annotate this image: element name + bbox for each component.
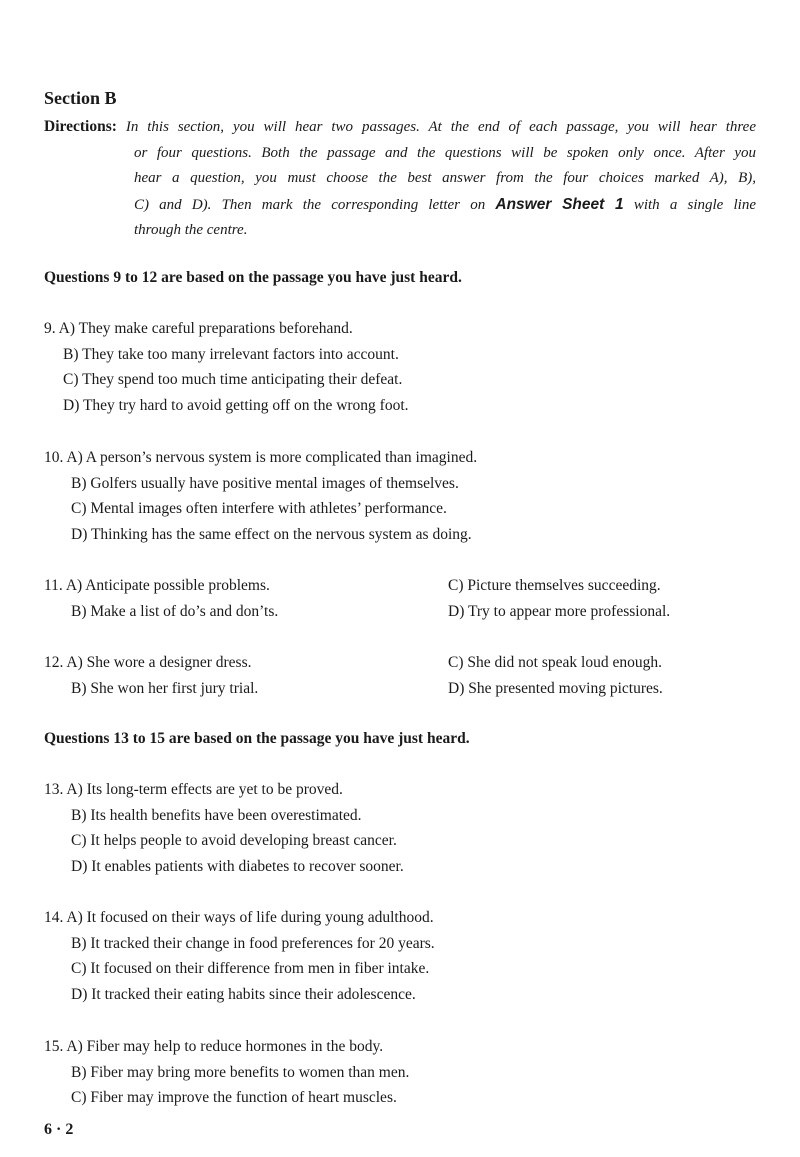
question-10 (44, 445, 756, 547)
directions-line-2: or four questions. Both the passage and the questions will be spoken only once. After you (134, 144, 756, 161)
question-15-option-c: C) Fiber may improve the function of heart muscles. (71, 1089, 397, 1106)
question-13-option-b: B) Its health benefits have been overestimated. (71, 806, 362, 824)
question-12-option-a: 12. A) She wore a designer dress. (44, 650, 252, 676)
question-11-option-a: 11. A) Anticipate possible problems. (44, 573, 270, 599)
group-heading-1: Questions 9 to 12 are based on the passage you have just heard. (44, 269, 462, 286)
question-12-option-b: B) She won her first jury trial. (71, 679, 259, 697)
question-14-option-c: C) It focused on their difference from men in fiber intake. (71, 960, 430, 977)
group-heading-2: Questions 13 to 15 are based on the passage you have just heard. (44, 730, 470, 747)
section-title: Section B (44, 88, 117, 108)
question-number: 12. (44, 654, 64, 671)
question-11 (44, 573, 756, 624)
question-12-option-d: D) She presented moving pictures. (448, 679, 663, 697)
directions (44, 114, 756, 244)
question-15-option-b: B) Fiber may bring more benefits to women than men. (71, 1063, 410, 1081)
question-11-option-b: B) Make a list of do’s and don’ts. (71, 602, 279, 620)
question-11-option-d: D) Try to appear more professional. (448, 602, 671, 620)
question-10-option-b: B) Golfers usually have positive mental images of themselves. (71, 474, 459, 492)
question-13-option-a: 13. A) Its long-term effects are yet to be proved. (44, 777, 756, 803)
question-number: 11. (44, 577, 63, 594)
question-14-option-b: B) It tracked their change in food preferences for 20 years. (71, 934, 435, 952)
question-number: 14. (44, 909, 64, 926)
question-14-option-d: D) It tracked their eating habits since their adolescence. (71, 985, 416, 1003)
directions-line-3: hear a question, you must choose the best answer from the four choices marked A), B), (134, 170, 756, 186)
directions-line-4: C) and D). Then mark the corresponding letter on Answer Sheet 1 with a single line (134, 195, 757, 213)
question-9-option-d: D) They try hard to avoid getting off on the wrong foot. (63, 396, 409, 414)
question-number: 15. (44, 1038, 64, 1055)
question-12 (44, 650, 756, 701)
question-10-option-a: 10. A) A person’s nervous system is more complicated than imagined. (44, 445, 756, 471)
question-9-option-b: B) They take too many irrelevant factors into account. (63, 345, 399, 363)
directions-line-1: Directions: In this section, you will hear two passages. At the end of each passage, you will hear three (44, 118, 756, 135)
question-9 (44, 316, 756, 418)
question-12-option-c: C) She did not speak loud enough. (448, 654, 662, 671)
question-11-option-c: C) Picture themselves succeeding. (448, 577, 661, 594)
page-number: 6 · 2 (44, 1121, 74, 1138)
question-14 (44, 905, 756, 1007)
question-number: 10. (44, 449, 64, 466)
directions-line-5: through the centre. (134, 222, 248, 238)
answer-sheet-label: Answer Sheet 1 (495, 195, 624, 213)
question-10-option-c: C) Mental images often interfere with athletes’ performance. (71, 500, 447, 517)
question-number: 13. (44, 781, 64, 798)
question-15 (44, 1034, 756, 1111)
question-9-option-a: 9. A) They make careful preparations beforehand. (44, 316, 756, 342)
question-9-option-c: C) They spend too much time anticipating their defeat. (63, 371, 403, 388)
question-15-option-a: 15. A) Fiber may help to reduce hormones in the body. (44, 1034, 756, 1060)
question-13-option-c: C) It helps people to avoid developing breast cancer. (71, 832, 397, 849)
question-13-option-d: D) It enables patients with diabetes to recover sooner. (71, 857, 404, 875)
question-10-option-d: D) Thinking has the same effect on the nervous system as doing. (71, 525, 472, 543)
directions-label: Directions: (44, 118, 117, 135)
question-14-option-a: 14. A) It focused on their ways of life during young adulthood. (44, 905, 756, 931)
question-number: 9. (44, 320, 56, 337)
question-13 (44, 777, 756, 879)
